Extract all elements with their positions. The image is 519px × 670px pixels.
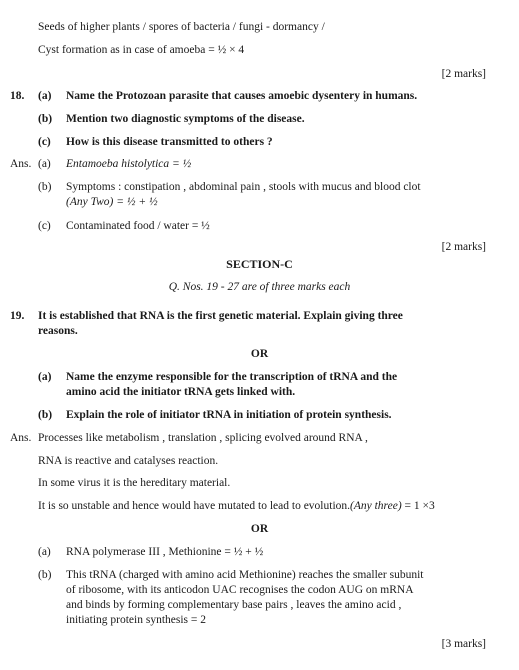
question-text: How is this disease transmitted to others ? <box>66 136 273 148</box>
question-number: 19. <box>10 310 25 322</box>
answer-text: of ribosome, with its anticodon UAC recognises the codon AUG on mRNA <box>66 584 414 596</box>
question-text: Name the Protozoan parasite that causes amoebic dysentery in humans. <box>66 90 418 102</box>
answer-text: initiating protein synthesis = 2 <box>66 614 207 626</box>
part-label: (b) <box>38 569 52 581</box>
answer-text: Processes like metabolism , translation , splicing evolved around RNA , <box>38 432 368 444</box>
part-label: (b) <box>38 181 52 193</box>
section-subtitle: Q. Nos. 19 - 27 are of three marks each <box>168 281 351 293</box>
answer-note: (Any three) <box>350 500 402 512</box>
answer-text: (Any Two) = ½ + ½ <box>66 196 158 208</box>
answer-text: In some virus it is the hereditary material. <box>38 477 231 489</box>
part-label: (a) <box>38 158 51 170</box>
marks-label: [3 marks] <box>441 638 486 650</box>
or-divider: OR <box>250 523 269 535</box>
question-text: Name the enzyme responsible for the transcription of tRNA and the <box>66 371 398 383</box>
or-divider: OR <box>250 348 269 360</box>
answer-label: Ans. <box>10 432 32 444</box>
answer-text: RNA is reactive and catalyses reaction. <box>38 455 219 467</box>
question-text: Explain the role of initiator tRNA in initiation of protein synthesis. <box>66 409 392 421</box>
answer-line: Cyst formation as in case of amoeba = ½ × 4 <box>38 44 245 56</box>
question-text: reasons. <box>38 325 78 337</box>
answer-text: Entamoeba histolytica = ½ <box>66 158 192 170</box>
marks-label: [2 marks] <box>441 68 486 80</box>
answer-text: RNA polymerase III , Methionine = ½ + ½ <box>66 546 264 558</box>
answer-text <box>38 500 435 513</box>
marks-label: [2 marks] <box>441 241 486 253</box>
question-number: 18. <box>10 90 25 102</box>
part-label: (c) <box>38 220 51 232</box>
part-label: (a) <box>38 90 52 102</box>
question-text: Mention two diagnostic symptoms of the disease. <box>66 113 305 125</box>
answer-text: Contaminated food / water = ½ <box>66 220 210 232</box>
answer-score: = 1 ×3 <box>401 500 435 512</box>
section-title: SECTION-C <box>226 257 293 271</box>
part-label: (b) <box>38 113 53 125</box>
question-text: amino acid the initiator tRNA gets linked with. <box>66 386 296 398</box>
answer-line: Seeds of higher plants / spores of bacteria / fungi - dormancy / <box>38 21 325 33</box>
answer-label: Ans. <box>10 158 32 170</box>
answer-text: Symptoms : constipation , abdominal pain , stools with mucus and blood clot <box>66 181 421 193</box>
part-label: (c) <box>38 136 51 148</box>
answer-text-main: It is so unstable and hence would have mutated to lead to evolution. <box>38 500 351 512</box>
part-label: (a) <box>38 371 52 383</box>
part-label: (b) <box>38 409 53 421</box>
question-text: It is established that RNA is the first genetic material. Explain giving three <box>38 310 403 322</box>
answer-text: This tRNA (charged with amino acid Methionine) reaches the smaller subunit <box>66 569 424 581</box>
answer-text: and binds by forming complementary base pairs , leaves the amino acid , <box>66 599 402 611</box>
part-label: (a) <box>38 546 51 558</box>
